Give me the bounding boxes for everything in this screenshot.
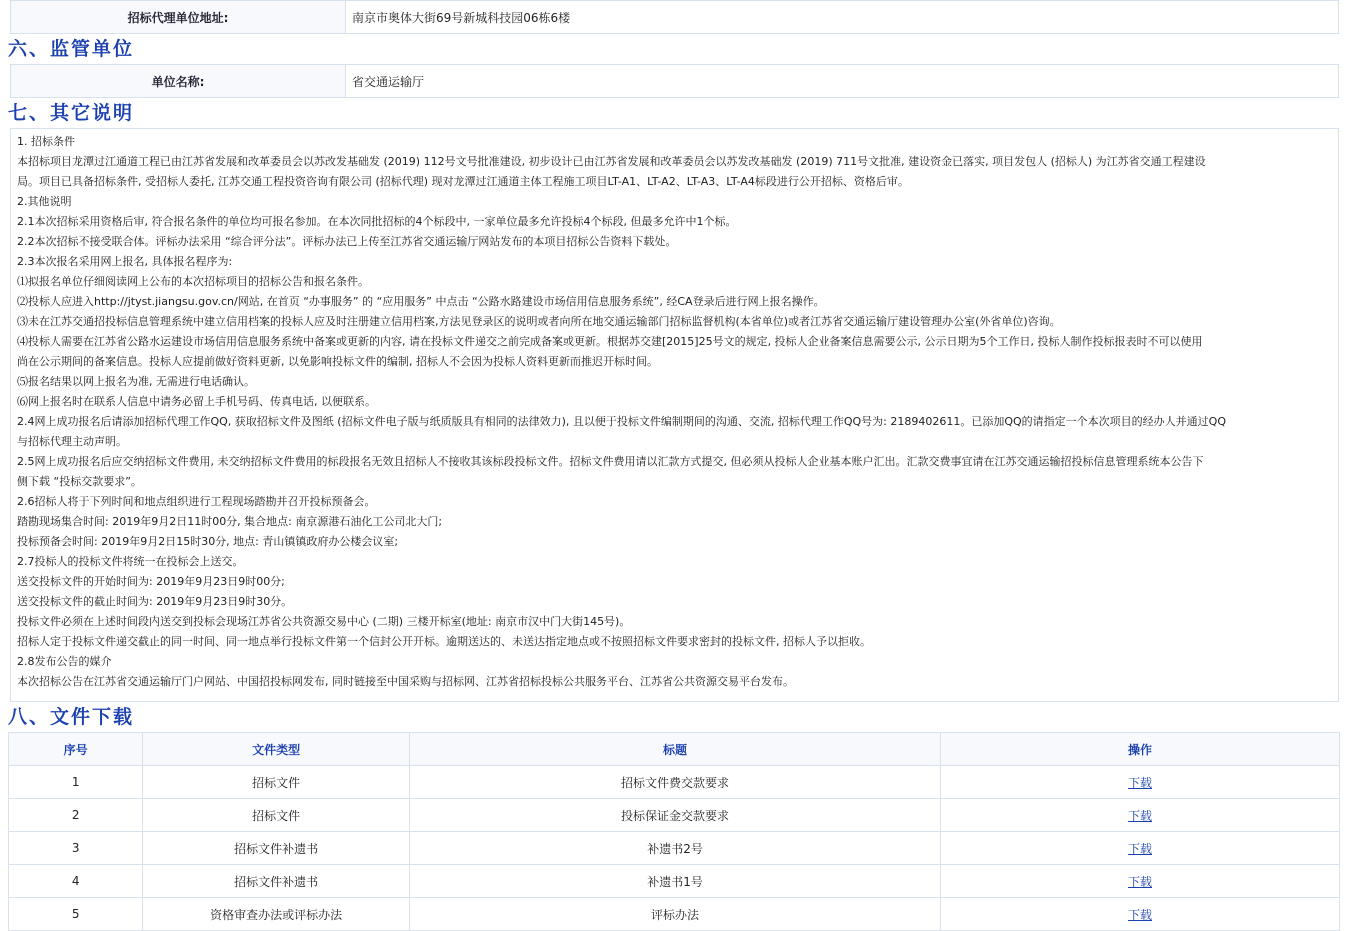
file-row-action-cell bbox=[941, 766, 1340, 799]
file-row-no: 5 bbox=[9, 898, 143, 931]
note-line: 与招标代理主动声明。 bbox=[17, 435, 127, 448]
note-line: 投标文件必须在上述时间段内送交到投标会现场江苏省公共资源交易中心 (二期) 三楼开标室(地址: 南京市汉中门大街145号)。 bbox=[17, 615, 631, 628]
file-row-no: 1 bbox=[9, 766, 143, 799]
file-row-type: 招标文件补遗书 bbox=[143, 865, 410, 898]
col-header-no: 序号 bbox=[9, 733, 143, 766]
col-header-action: 操作 bbox=[941, 733, 1340, 766]
file-table-header-row bbox=[9, 733, 1340, 766]
supervisor-label: 单位名称: bbox=[11, 65, 346, 98]
note-line: 局。项目已具备招标条件, 受招标人委托, 江苏交通工程投资咨询有限公司 (招标代理) 现对龙潭过江通道主体工程施工项目LT-A1、LT-A2、LT-A3、LT-A4标段进行公开招标、资格后审。 bbox=[17, 175, 909, 188]
note-line: ⑴拟报名单位仔细阅读网上公布的本次招标项目的招标公告和报名条件。 bbox=[17, 275, 369, 288]
file-row-action-cell bbox=[941, 865, 1340, 898]
note-line: 本招标项目龙潭过江通道工程已由江苏省发展和改革委员会以苏改发基础发 (2019) 112号文号批准建设, 初步设计已由江苏省发展和改革委员会以苏发改基础发 (2019) 711号文批准, 建设资金已落实, 项目发包人 (招标人) 为江苏省交通工程建设 bbox=[17, 155, 1206, 168]
agency-address-table bbox=[10, 0, 1339, 34]
agency-address-row bbox=[11, 1, 1339, 34]
section-6-heading: 六、监管单位 bbox=[8, 38, 135, 60]
file-row-type: 招标文件 bbox=[143, 799, 410, 832]
note-line: 2.4网上成功报名后请添加招标代理工作QQ, 获取招标文件及图纸 (招标文件电子版与纸质版具有相同的法律效力), 且以便于投标文件编制期间的沟通、交流, 招标代理工作QQ号为: 2189402611。已添加QQ的请指定一个本次项目的经办人并通过QQ bbox=[17, 415, 1226, 428]
supervisor-table bbox=[10, 64, 1339, 98]
file-row-title: 补遗书2号 bbox=[409, 832, 940, 865]
file-row-action-cell bbox=[941, 898, 1340, 931]
note-line: 2.5网上成功报名后应交纳招标文件费用, 未交纳招标文件费用的标段报名无效且招标人不接收其该标段投标文件。招标文件费用请以汇款方式提交, 但必须从投标人企业基本账户汇出。汇款交费事宜请在江苏交通运输招投标信息管理系统本公告下 bbox=[17, 455, 1204, 468]
file-row-title: 投标保证金交款要求 bbox=[409, 799, 940, 832]
note-line: 侧下载 “投标交款要求”。 bbox=[17, 475, 142, 488]
col-header-type: 文件类型 bbox=[143, 733, 410, 766]
note-line: 1. 招标条件 bbox=[17, 135, 75, 148]
file-row-type: 资格审查办法或评标办法 bbox=[143, 898, 410, 931]
download-link[interactable]: 下载 bbox=[1128, 907, 1153, 922]
note-line: 2.8发布公告的媒介 bbox=[17, 655, 112, 668]
note-line: 2.其他说明 bbox=[17, 195, 72, 208]
supervisor-value: 省交通运输厅 bbox=[346, 65, 1339, 98]
download-link[interactable]: 下载 bbox=[1128, 841, 1153, 856]
note-line: 本次招标公告在江苏省交通运输厅门户网站、中国招投标网发布, 同时链接至中国采购与招标网、江苏省招标投标公共服务平台、江苏省公共资源交易平台发布。 bbox=[17, 675, 794, 688]
file-row bbox=[9, 832, 1340, 865]
file-row-type: 招标文件补遗书 bbox=[143, 832, 410, 865]
file-row-no: 2 bbox=[9, 799, 143, 832]
note-line: 2.6招标人将于下列时间和地点组织进行工程现场踏勘并召开投标预备会。 bbox=[17, 495, 376, 508]
note-line: 2.7投标人的投标文件将统一在投标会上送交。 bbox=[17, 555, 244, 568]
file-row bbox=[9, 799, 1340, 832]
file-row-no: 3 bbox=[9, 832, 143, 865]
agency-address-label: 招标代理单位地址: bbox=[11, 1, 346, 34]
note-line: ⑷投标人需要在江苏省公路水运建设市场信用信息服务系统中备案或更新的内容, 请在投标文件递交之前完成备案或更新。根据苏交建[2015]25号文的规定, 投标人企业备案信息需要公示, 公示日期为5个工作日, 投标人制作投标报表时不可以使用 bbox=[17, 335, 1203, 348]
note-line: ⑵投标人应进入http://jtyst.jiangsu.gov.cn/网站, 在首页 “办事服务” 的 “应用服务” 中点击 “公路水路建设市场信用信息服务系统”, 经CA登录后进行网上报名操作。 bbox=[17, 295, 825, 308]
supervisor-row bbox=[11, 65, 1339, 98]
note-line: 2.3本次报名采用网上报名, 具体报名程序为: bbox=[17, 255, 233, 268]
file-row bbox=[9, 898, 1340, 931]
note-line: 投标预备会时间: 2019年9月2日15时30分, 地点: 青山镇镇政府办公楼会议室; bbox=[17, 535, 399, 548]
agency-address-value: 南京市奥体大街69号新城科技园06栋6楼 bbox=[346, 1, 1339, 34]
file-row-title: 招标文件费交款要求 bbox=[409, 766, 940, 799]
note-line: 送交投标文件的开始时间为: 2019年9月23日9时00分; bbox=[17, 575, 285, 588]
note-line: 尚在公示期间的备案信息。投标人应提前做好资料更新, 以免影响投标文件的编制, 招标人不会因为投标人资料更新而推迟开标时间。 bbox=[17, 355, 658, 368]
file-row-title: 补遗书1号 bbox=[409, 865, 940, 898]
file-row bbox=[9, 766, 1340, 799]
note-line: 送交投标文件的截止时间为: 2019年9月23日9时30分。 bbox=[17, 595, 293, 608]
download-link[interactable]: 下载 bbox=[1128, 775, 1153, 790]
note-line: 2.2本次招标不接受联合体。评标办法采用 “综合评分法”。评标办法已上传至江苏省交通运输厅网站发布的本项目招标公告资料下载处。 bbox=[17, 235, 677, 248]
note-line: ⑶未在江苏交通招投标信息管理系统中建立信用档案的投标人应及时注册建立信用档案,方法见登录区的说明或者向所在地交通运输部门招标监督机构(本省单位)或者江苏省交通运输厅建设管理办公室(外省单位)咨询。 bbox=[17, 315, 1061, 328]
file-row-no: 4 bbox=[9, 865, 143, 898]
section-7-heading: 七、其它说明 bbox=[8, 102, 135, 124]
download-link[interactable]: 下载 bbox=[1128, 808, 1153, 823]
note-line: 踏勘现场集合时间: 2019年9月2日11时00分, 集合地点: 南京源港石油化工公司北大门; bbox=[17, 515, 443, 528]
section-8-heading: 八、文件下载 bbox=[8, 706, 135, 728]
file-download-table bbox=[8, 732, 1340, 931]
file-row bbox=[9, 865, 1340, 898]
note-line: ⑹网上报名时在联系人信息中请务必留上手机号码、传真电话, 以便联系。 bbox=[17, 395, 376, 408]
note-line: ⑸报名结果以网上报名为准, 无需进行电话确认。 bbox=[17, 375, 255, 388]
file-row-title: 评标办法 bbox=[409, 898, 940, 931]
other-notes-box bbox=[10, 128, 1339, 702]
note-line: 2.1本次招标采用资格后审, 符合报名条件的单位均可报名参加。在本次同批招标的4个标段中, 一家单位最多允许投标4个标段, 但最多允许中1个标。 bbox=[17, 215, 737, 228]
file-row-action-cell bbox=[941, 799, 1340, 832]
note-line: 招标人定于投标文件递交截止的同一时间、同一地点举行投标文件第一个信封公开开标。逾期送达的、未送达指定地点或不按照招标文件要求密封的投标文件, 招标人予以拒收。 bbox=[17, 635, 871, 648]
download-link[interactable]: 下载 bbox=[1128, 874, 1153, 889]
announcement-page bbox=[8, 0, 1340, 931]
col-header-title: 标题 bbox=[409, 733, 940, 766]
file-row-type: 招标文件 bbox=[143, 766, 410, 799]
file-row-action-cell bbox=[941, 832, 1340, 865]
